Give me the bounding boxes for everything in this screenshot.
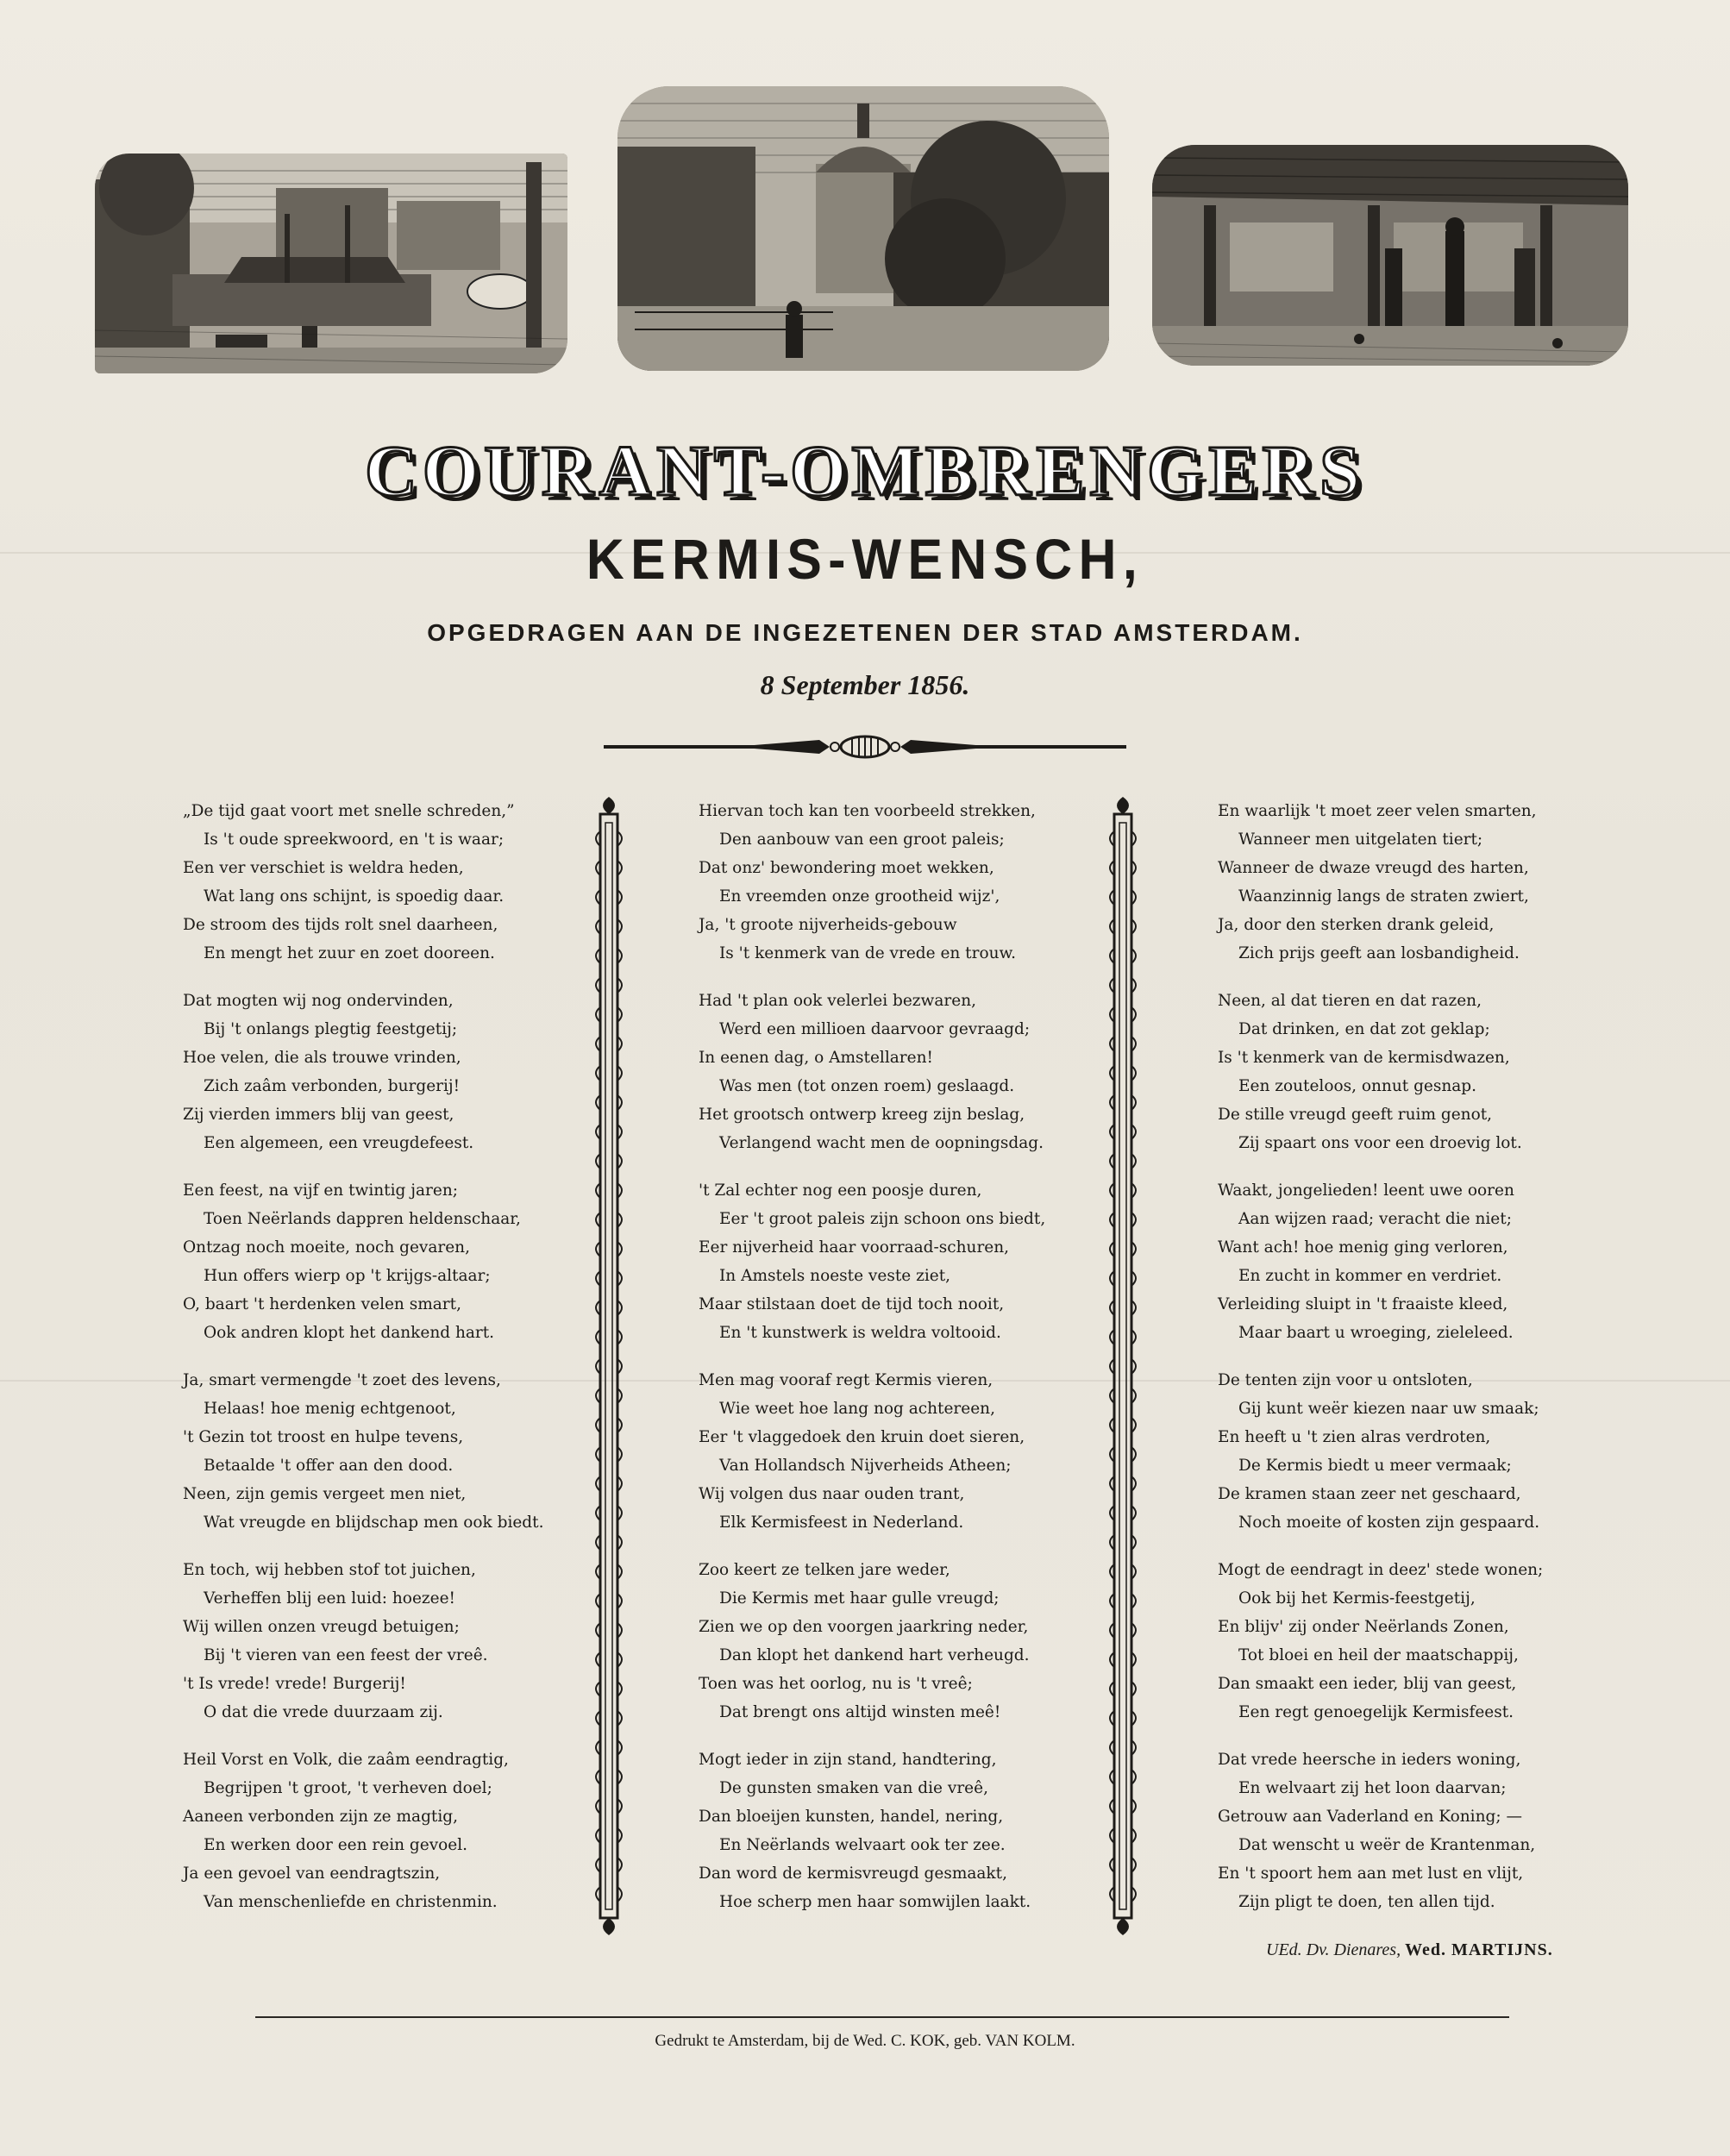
stanza bbox=[1218, 1366, 1701, 1537]
poem-line: 't Zal echter nog een poosje duren, bbox=[699, 1181, 982, 1200]
church-tower-engraving bbox=[617, 86, 1109, 371]
stanza bbox=[1218, 1556, 1701, 1727]
poem-line: Ontzag noch moeite, noch gevaren, bbox=[183, 1238, 470, 1257]
poem-line: Is 't kenmerk van de kermisdwazen, bbox=[1218, 1049, 1510, 1067]
poem-line: Mogt ieder in zijn stand, handtering, bbox=[699, 1751, 997, 1769]
poem-line: O dat die vrede duurzaam zij. bbox=[204, 1703, 443, 1721]
printer-imprint: Gedrukt te Amsterdam, bij de Wed. C. KOK, geb. VAN KOLM. bbox=[655, 2032, 1075, 2050]
poem-line: En heeft u 't zien alras verdroten, bbox=[1218, 1428, 1491, 1446]
poem-line: En toch, wij hebben stof tot juichen, bbox=[183, 1561, 476, 1579]
ornamental-divider bbox=[604, 730, 1126, 764]
poem-line: 't Is vrede! vrede! Burgerij! bbox=[183, 1675, 406, 1693]
stanza bbox=[1218, 987, 1701, 1157]
poem-line: En welvaart zij het loon daarvan; bbox=[1238, 1779, 1507, 1797]
poem-line: Wanneer de dwaze vreugd des harten, bbox=[1218, 859, 1529, 877]
poem-line: Een feest, na vijf en twintig jaren; bbox=[183, 1181, 458, 1200]
poem-line: Eer 't groot paleis zijn schoon ons biedt, bbox=[719, 1210, 1046, 1228]
poem-line: Tot bloei en heil der maatschappij, bbox=[1238, 1646, 1519, 1664]
poem-line: Wij volgen dus naar ouden trant, bbox=[699, 1485, 965, 1503]
footer-rule bbox=[255, 2016, 1509, 2018]
poem-line: Hiervan toch kan ten voorbeeld strekken, bbox=[699, 802, 1036, 820]
poster-subtitle: KERMIS-WENSCH, bbox=[586, 527, 1144, 591]
poem-line: Dat drinken, en dat zot geklap; bbox=[1238, 1020, 1490, 1038]
poem-line: Verheffen blij een luid: hoezee! bbox=[204, 1589, 455, 1608]
poem-line: Wat vreugde en blijdschap men ook biedt. bbox=[204, 1514, 544, 1532]
poem-line: Zien we op den voorgen jaarkring neder, bbox=[699, 1618, 1029, 1636]
poem-line: Betaalde 't offer aan den dood. bbox=[204, 1457, 454, 1475]
poem-line: Werd een millioen daarvoor gevraagd; bbox=[719, 1020, 1031, 1038]
poem-line: Dan smaakt een ieder, blij van geest, bbox=[1218, 1675, 1517, 1693]
signature-prefix: UEd. Dv. Dienares, bbox=[1266, 1940, 1401, 1959]
poem-line: Hoe velen, die als trouwe vrinden, bbox=[183, 1049, 461, 1067]
poem-line: En zucht in kommer en verdriet. bbox=[1238, 1267, 1502, 1285]
poem-line: Eer 't vlaggedoek den kruin doet sieren, bbox=[699, 1428, 1025, 1446]
poster-date: 8 September 1856. bbox=[760, 669, 970, 700]
poem-line: Een zouteloos, onnut gesnap. bbox=[1238, 1077, 1477, 1095]
poem-line: Mogt de eendragt in deez' stede wonen; bbox=[1218, 1561, 1544, 1579]
poem-line: Toen Neërlands dappren heldenschaar, bbox=[204, 1210, 521, 1228]
poem-line: Een regt genoegelijk Kermisfeest. bbox=[1238, 1703, 1514, 1721]
poem-line: „De tijd gaat voort met snelle schreden,” bbox=[183, 802, 515, 820]
poem-line: De stroom des tijds rolt snel daarheen, bbox=[183, 916, 498, 934]
poem-line: De gunsten smaken van die vreê, bbox=[719, 1779, 988, 1797]
poem-line: Een ver verschiet is weldra heden, bbox=[183, 859, 464, 877]
poem-line: Zoo keert ze telken jare weder, bbox=[699, 1561, 950, 1579]
poem-column-right bbox=[1218, 797, 1701, 1935]
poem-line: Wat lang ons schijnt, is spoedig daar. bbox=[204, 887, 505, 906]
poem-line: Maar stilstaan doet de tijd toch nooit, bbox=[699, 1295, 1005, 1313]
poem-line: En waarlijk 't moet zeer velen smarten, bbox=[1218, 802, 1537, 820]
poem-line: Van Hollandsch Nijverheids Atheen; bbox=[719, 1457, 1012, 1475]
poem-line: En 't spoort hem aan met lust en vlijt, bbox=[1218, 1865, 1524, 1883]
poem-line: Waanzinnig langs de straten zwiert, bbox=[1238, 887, 1529, 906]
poem-line: Hoe scherp men haar somwijlen laakt. bbox=[719, 1893, 1031, 1911]
poem-line: Had 't plan ook velerlei bezwaren, bbox=[699, 992, 976, 1010]
canal-scene-engraving bbox=[95, 154, 567, 373]
poem-line: Ja, smart vermengde 't zoet des levens, bbox=[183, 1371, 501, 1389]
poem-line: Aan wijzen raad; veracht die niet; bbox=[1238, 1210, 1512, 1228]
poem-line: En werken door een rein gevoel. bbox=[204, 1836, 468, 1854]
poem-line: Zich prijs geeft aan losbandigheid. bbox=[1238, 944, 1520, 962]
poem-line: Ook bij het Kermis-feestgetij, bbox=[1238, 1589, 1476, 1608]
poem-line: En 't kunstwerk is weldra voltooid. bbox=[719, 1324, 1001, 1342]
poem-line: Dan word de kermisvreugd gesmaakt, bbox=[699, 1865, 1007, 1883]
poem-line: Aaneen verbonden zijn ze magtig, bbox=[183, 1808, 458, 1826]
poem-line: Dat mogten wij nog ondervinden, bbox=[183, 992, 454, 1010]
poem-line: Neen, al dat tieren en dat razen, bbox=[1218, 992, 1482, 1010]
poem-line: Men mag vooraf regt Kermis vieren, bbox=[699, 1371, 993, 1389]
poem-line: De kramen staan zeer net geschaard, bbox=[1218, 1485, 1521, 1503]
poem-line: Wij willen onzen vreugd betuigen; bbox=[183, 1618, 460, 1636]
poem-line: Eer nijverheid haar voorraad-schuren, bbox=[699, 1238, 1010, 1257]
poem-line: Ook andren klopt het dankend hart. bbox=[204, 1324, 495, 1342]
poem-line: Maar baart u wroeging, zieleleed. bbox=[1238, 1324, 1514, 1342]
poem-line: Den aanbouw van een groot paleis; bbox=[719, 830, 1005, 849]
poem-line: Is 't kenmerk van de vrede en trouw. bbox=[719, 944, 1017, 962]
poem-line: Gij kunt weër kiezen naar uw smaak; bbox=[1238, 1400, 1539, 1418]
poem-line: Bij 't onlangs plegtig feestgetij; bbox=[204, 1020, 458, 1038]
poem-line: Getrouw aan Vaderland en Koning; — bbox=[1218, 1808, 1522, 1826]
vertical-ornament-right bbox=[1100, 797, 1145, 1935]
poem-line: In eenen dag, o Amstellaren! bbox=[699, 1049, 933, 1067]
poem-line: Neen, zijn gemis vergeet men niet, bbox=[183, 1485, 467, 1503]
poem-line: Van menschenliefde en christenmin. bbox=[204, 1893, 498, 1911]
poem-line: Zij vierden immers blij van geest, bbox=[183, 1106, 454, 1124]
poem-line: Dat onz' bewondering moet wekken, bbox=[699, 859, 994, 877]
poem-line: Verleiding sluipt in 't fraaiste kleed, bbox=[1218, 1295, 1508, 1313]
poem-line: Ja een gevoel van eendragtszin, bbox=[183, 1865, 441, 1883]
poem-line: O, baart 't herdenken velen smart, bbox=[183, 1295, 461, 1313]
poem-line: Was men (tot onzen roem) geslaagd. bbox=[719, 1077, 1015, 1095]
kermis-hall-engraving bbox=[1152, 145, 1628, 366]
vertical-ornament-left bbox=[586, 797, 631, 1935]
poem-line: Zij spaart ons voor een droevig lot. bbox=[1238, 1134, 1522, 1152]
poem-line: De stille vreugd geeft ruim genot, bbox=[1218, 1106, 1493, 1124]
poem-line: Helaas! hoe menig echtgenoot, bbox=[204, 1400, 456, 1418]
poem-line: Dat wenscht u weër de Krantenman, bbox=[1238, 1836, 1536, 1854]
poem-line: Wanneer men uitgelaten tiert; bbox=[1238, 830, 1483, 849]
poem-line: Hun offers wierp op 't krijgs-altaar; bbox=[204, 1267, 491, 1285]
poem-line: Elk Kermisfeest in Nederland. bbox=[719, 1514, 964, 1532]
poem-line: Verlangend wacht men de oopningsdag. bbox=[719, 1134, 1044, 1152]
poem-line: Want ach! hoe menig ging verloren, bbox=[1218, 1238, 1508, 1257]
dedication-line: OPGEDRAGEN AAN DE INGEZETENEN DER STAD AMSTERDAM. bbox=[427, 619, 1303, 646]
poem-line: Dan klopt het dankend hart verheugd. bbox=[719, 1646, 1030, 1664]
signature-name: Wed. MARTIJNS. bbox=[1405, 1940, 1553, 1959]
stanza bbox=[1218, 1745, 1701, 1916]
poem-line: Noch moeite of kosten zijn gespaard. bbox=[1238, 1514, 1540, 1532]
poem-line: Wie weet hoe lang nog achtereen, bbox=[719, 1400, 995, 1418]
poem-line: Zijn pligt te doen, ten allen tijd. bbox=[1238, 1893, 1495, 1911]
poem-line: De Kermis biedt u meer vermaak; bbox=[1238, 1457, 1512, 1475]
poster-title: COURANT-OMBRENGERS bbox=[365, 431, 1365, 511]
poem-line: Dan bloeijen kunsten, handel, nering, bbox=[699, 1808, 1004, 1826]
poem-line: Ja, 't groote nijverheids-gebouw bbox=[699, 916, 957, 934]
poem-line: Dat brengt ons altijd winsten meê! bbox=[719, 1703, 1001, 1721]
poem-line: Zich zaâm verbonden, burgerij! bbox=[204, 1077, 461, 1095]
poem-line: En blijv' zij onder Neërlands Zonen, bbox=[1218, 1618, 1509, 1636]
poem-line: Dat vrede heersche in ieders woning, bbox=[1218, 1751, 1521, 1769]
poem-line: Bij 't vieren van een feest der vreê. bbox=[204, 1646, 488, 1664]
poem-line: En Neërlands welvaart ook ter zee. bbox=[719, 1836, 1006, 1854]
signature bbox=[1266, 1940, 1553, 1960]
poem-line: En mengt het zuur en zoet dooreen. bbox=[204, 944, 495, 962]
poem-line: Die Kermis met haar gulle vreugd; bbox=[719, 1589, 1000, 1608]
poem-line: De tenten zijn voor u ontsloten, bbox=[1218, 1371, 1473, 1389]
poem-line: Begrijpen 't groot, 't verheven doel; bbox=[204, 1779, 492, 1797]
poem-line: Het grootsch ontwerp kreeg zijn beslag, bbox=[699, 1106, 1025, 1124]
poem-line: Een algemeen, een vreugdefeest. bbox=[204, 1134, 474, 1152]
poem-line: In Amstels noeste veste ziet, bbox=[719, 1267, 951, 1285]
stanza bbox=[1218, 797, 1701, 968]
poem-line: En vreemden onze grootheid wijz', bbox=[719, 887, 1000, 906]
poem-line: Is 't oude spreekwoord, en 't is waar; bbox=[204, 830, 505, 849]
stanza bbox=[1218, 1176, 1701, 1347]
poem-line: Heil Vorst en Volk, die zaâm eendragtig, bbox=[183, 1751, 509, 1769]
poem-line: Ja, door den sterken drank geleid, bbox=[1218, 916, 1495, 934]
poem-line: 't Gezin tot troost en hulpe tevens, bbox=[183, 1428, 464, 1446]
poem-line: Toen was het oorlog, nu is 't vreê; bbox=[699, 1675, 973, 1693]
poem-line: Waakt, jongelieden! leent uwe ooren bbox=[1218, 1181, 1514, 1200]
